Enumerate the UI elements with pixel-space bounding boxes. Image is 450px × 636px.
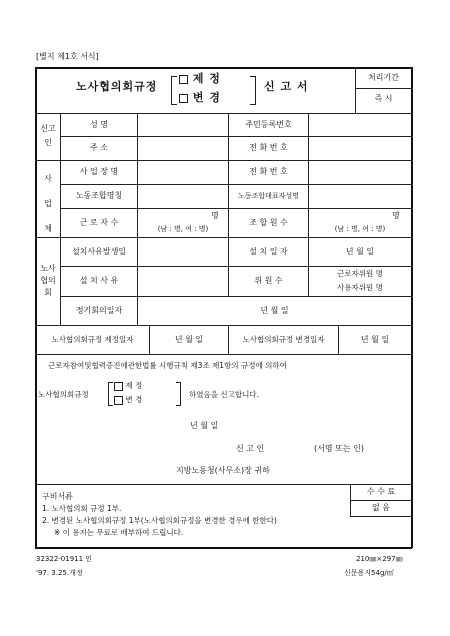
worker-members-count: 근로자위원 명: [337, 269, 383, 278]
recipient: 지방노동청(사무소)장 귀하: [176, 466, 270, 475]
union-name-field[interactable]: [138, 185, 228, 208]
footer-form-code: 32322-01911 민: [36, 555, 93, 563]
business-phone-label: 전 화 번 호: [249, 167, 288, 176]
union-members-unit: 명: [392, 211, 400, 220]
reporter-address-label: 주 소: [90, 143, 108, 152]
footer-paper-type: 신문용지54g/㎡: [344, 569, 394, 577]
attachment-item-1: 1. 노사협의회 규정 1부.: [42, 504, 122, 513]
title-right-bracket: [250, 76, 256, 105]
enact-date-label: 노사협의회규정 제정일자: [51, 335, 134, 344]
change-date-label: 노사협의회규정 변경일자: [242, 335, 325, 344]
statement-amend-checkbox[interactable]: [114, 396, 123, 405]
attachment-item-2: 2. 변경된 노사협의회규정 1부(노사협의회규정을 변경한 경우에 한한다): [42, 516, 277, 525]
council-group-label: 노사 협의 회: [40, 264, 56, 297]
reporter-address-field[interactable]: [138, 137, 228, 160]
reporter-name-label: 성 명: [90, 120, 108, 129]
statement-enact-checkbox[interactable]: [114, 382, 123, 391]
statement-line1: 근로자참여및협력증진에관한법률 시행규칙 제3조 제1항의 규정에 의하여: [48, 361, 287, 370]
install-reason-field[interactable]: [138, 267, 228, 296]
statement-left-bracket: [108, 382, 113, 406]
workers-unit: 명: [211, 211, 219, 220]
workers-gender-breakdown: (남 : 명, 여 : 명): [157, 225, 209, 233]
attachments-header: 구비서류: [42, 492, 73, 501]
meeting-date-value[interactable]: 년 월 일: [260, 306, 289, 315]
business-name-label: 사 업 장 명: [79, 167, 119, 176]
form-reference: [별지 제1호 서식]: [36, 52, 99, 61]
fee-header: 수 수 료: [366, 487, 396, 496]
install-reason-label: 설 치 사 유: [79, 276, 119, 285]
attachment-note: ※ 이 용지는 무료로 배부하여 드립니다.: [54, 528, 184, 537]
statement-suffix: 하였음을 신고합니다.: [189, 390, 259, 399]
install-date-value[interactable]: 년 월 일: [345, 247, 375, 256]
sign-reporter-label: 신 고 인: [236, 444, 265, 453]
business-phone-field[interactable]: [309, 161, 411, 184]
reporter-phone-field[interactable]: [309, 137, 411, 160]
union-name-label: 노동조합명칭: [75, 191, 123, 200]
union-rep-label: 노동조합대표자성명: [238, 192, 299, 200]
reporter-name-field[interactable]: [138, 114, 228, 136]
union-members-label: 조 합 원 수: [249, 218, 288, 227]
sign-date[interactable]: 년 월 일: [190, 421, 219, 430]
union-rep-field[interactable]: [309, 185, 411, 208]
business-group-label: 사 업 체: [44, 174, 52, 233]
council-members-label: 위 원 수: [254, 276, 283, 285]
title-suffix: 신 고 서: [264, 80, 309, 93]
reporter-rrn-label: 주민등록번호: [245, 120, 292, 129]
title-option-enact[interactable]: 제 정: [179, 74, 221, 84]
reporter-rrn-field[interactable]: [309, 114, 411, 136]
reason-date-field[interactable]: [138, 238, 228, 266]
change-date-value[interactable]: 년 월 일: [360, 335, 390, 344]
workers-label: 근 로 자 수: [79, 218, 119, 227]
title-prefix: 노사협의회규정: [76, 80, 158, 93]
union-members-gender-breakdown: (남 : 명, 여 : 명): [334, 225, 386, 233]
title-option-amend[interactable]: 변 경: [179, 93, 221, 103]
employer-members-count: 사용자위원 명: [337, 283, 383, 292]
reporter-group-label: 신고 인: [40, 124, 56, 147]
fee-value: 없 음: [372, 503, 390, 512]
processing-value: 즉 시: [374, 94, 393, 103]
sign-seal: (서명 또는 인): [314, 444, 364, 453]
reason-date-label: 설치사유발생일: [71, 247, 127, 256]
meeting-date-label: 정기회의일자: [75, 306, 123, 315]
title-left-bracket: [171, 76, 177, 105]
enact-checkbox[interactable]: [179, 75, 188, 84]
footer-paper-size: 210㎜×297㎜: [356, 555, 403, 563]
statement-option-amend[interactable]: 변 경: [114, 395, 142, 405]
sign-reporter-field[interactable]: [272, 440, 312, 454]
statement-option-enact[interactable]: 제 정: [114, 381, 142, 391]
enact-date-value[interactable]: 년 월 일: [174, 335, 204, 344]
reporter-phone-label: 전 화 번 호: [249, 143, 288, 152]
processing-header: 처리기간: [368, 73, 399, 82]
amend-checkbox[interactable]: [179, 94, 188, 103]
statement-right-bracket: [176, 382, 181, 406]
statement-prefix: 노사협의회규정: [38, 390, 89, 399]
footer-revision-date: '97. 3.25.개정: [36, 569, 83, 577]
install-date-label: 설 치 일 자: [249, 247, 288, 256]
business-name-field[interactable]: [138, 161, 228, 184]
